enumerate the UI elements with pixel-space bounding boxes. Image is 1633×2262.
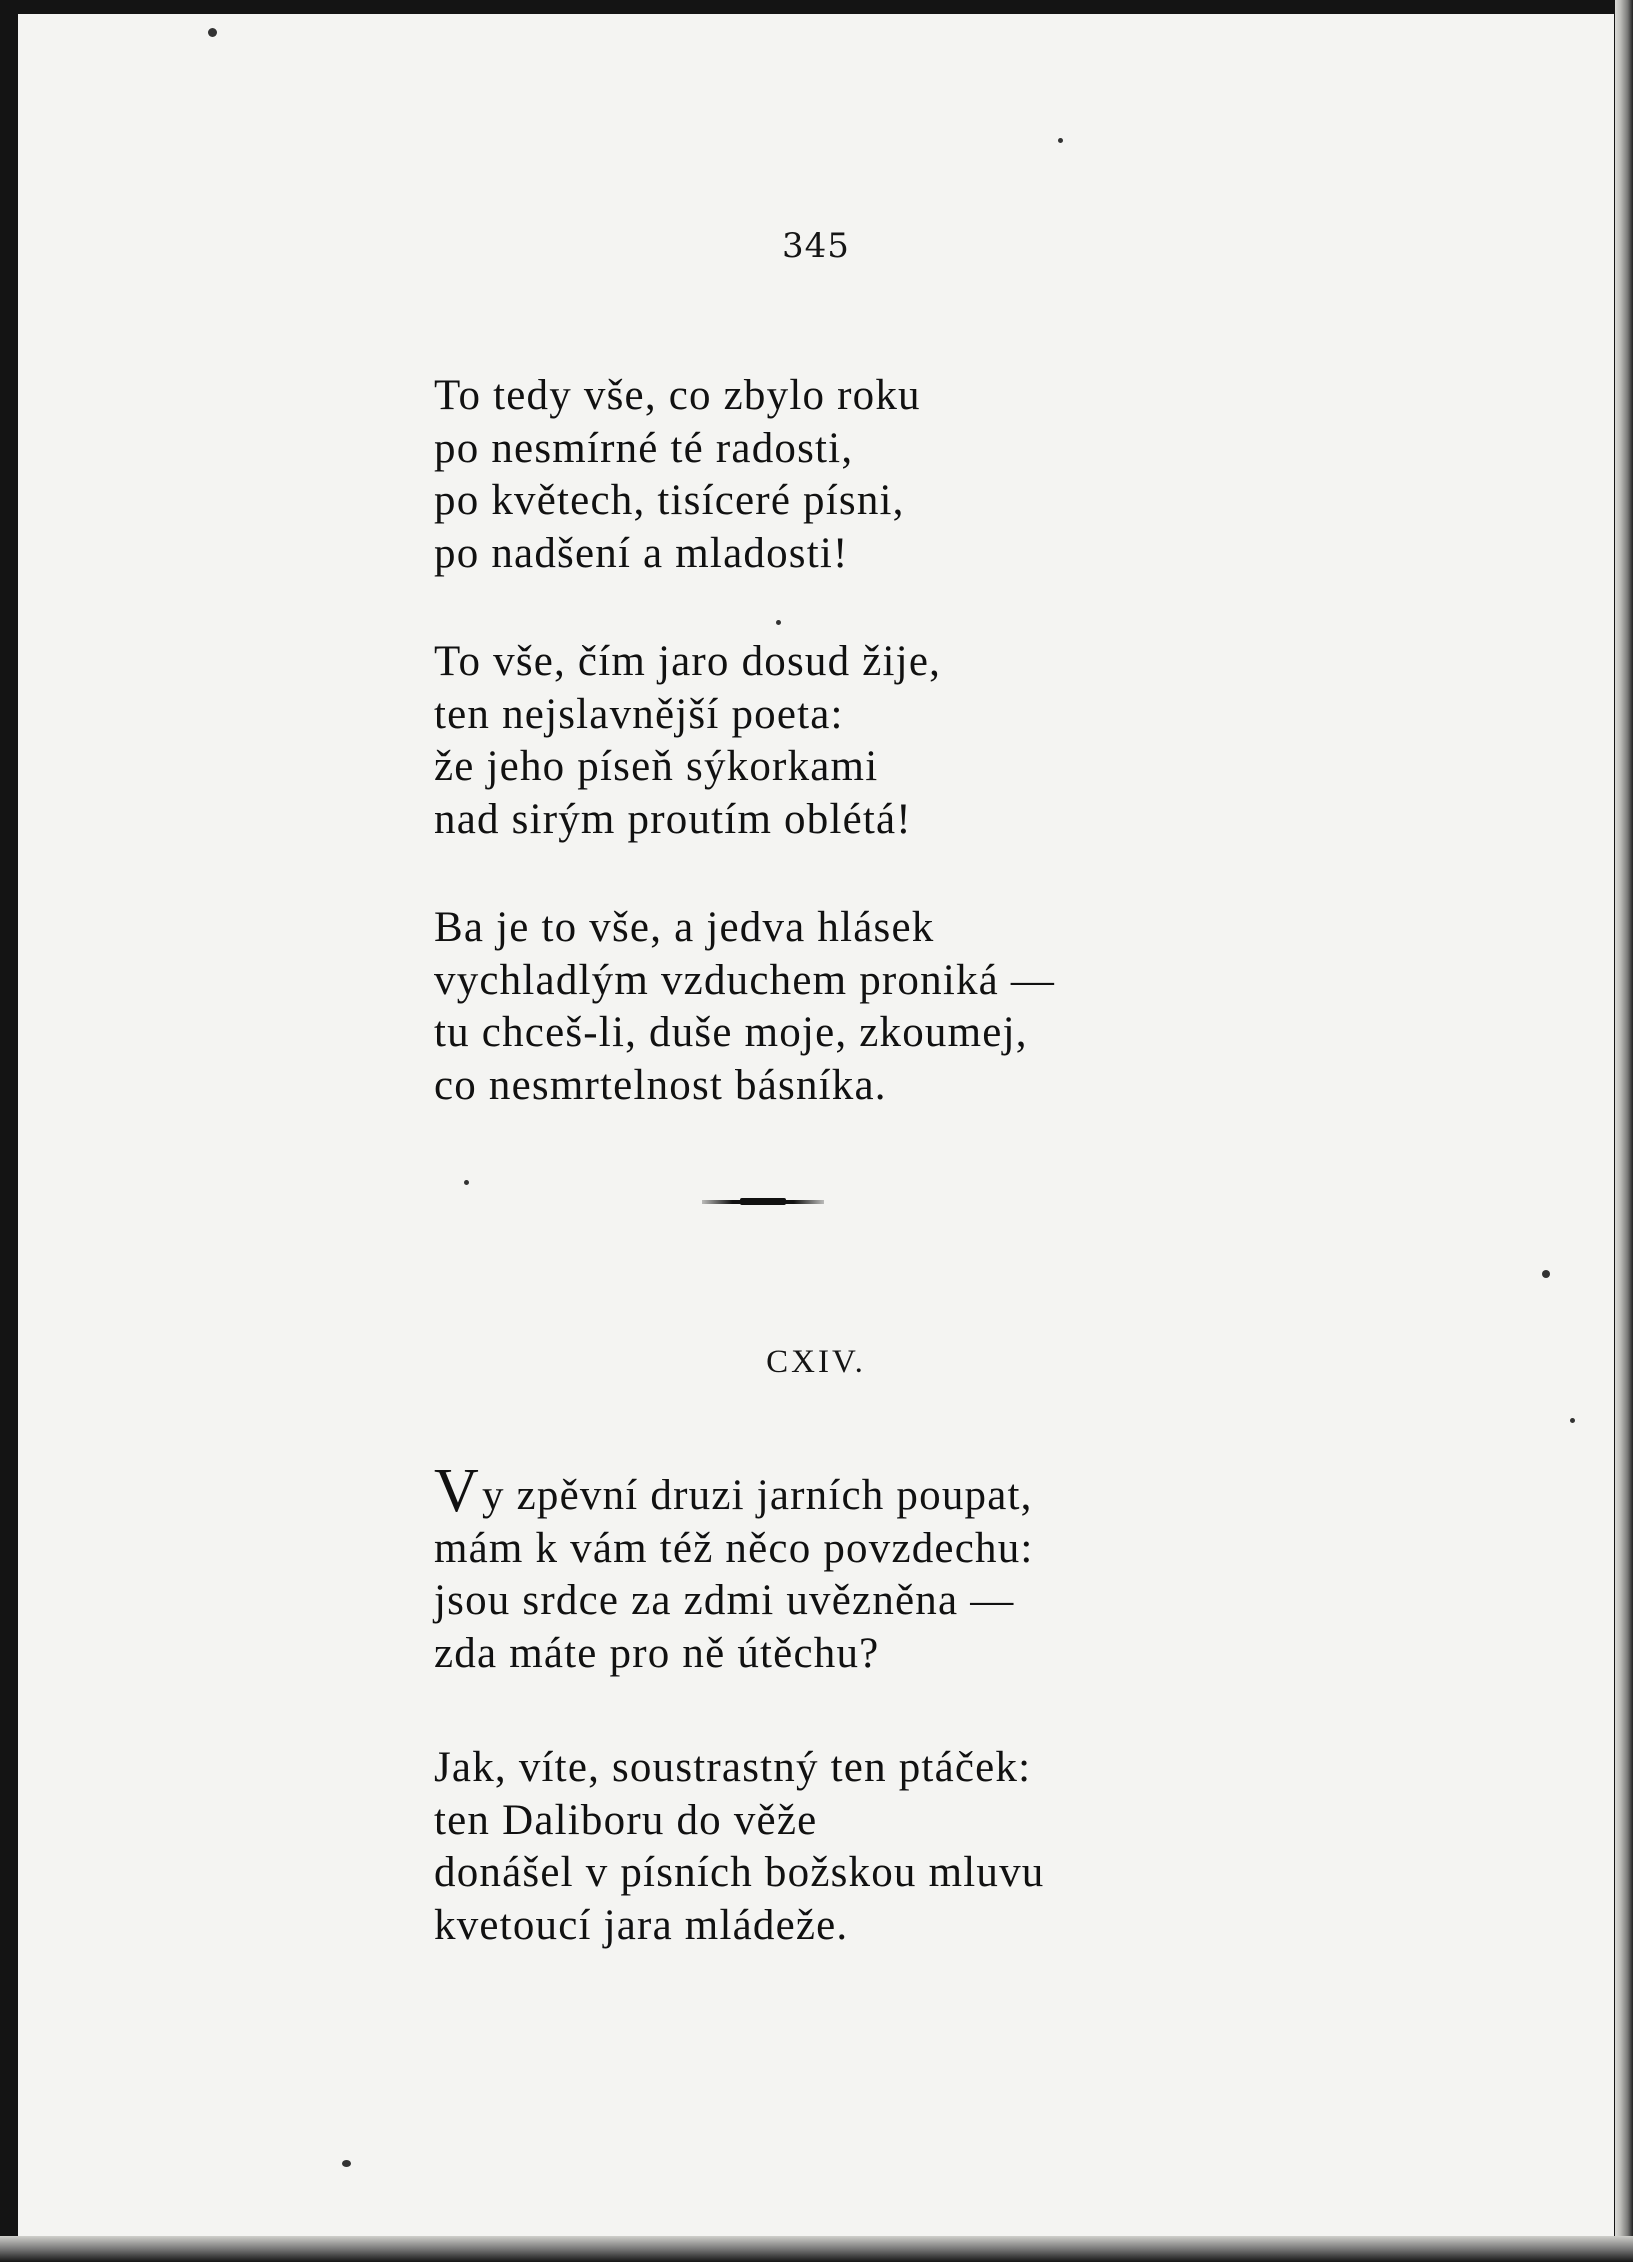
verse-line: co nesmrtelnost básníka. bbox=[434, 1061, 887, 1109]
scan-speck bbox=[208, 28, 217, 37]
stanza-1 bbox=[434, 370, 921, 580]
verse-line: Jak, víte, soustrastný ten ptáček: bbox=[434, 1744, 1032, 1791]
book-page bbox=[18, 14, 1614, 2236]
verse-line: po květech, tisíceré písni, bbox=[434, 477, 905, 524]
verse-line: tu chceš-li, duše moje, zkoumej, bbox=[434, 1009, 1028, 1056]
verse-line: donášel v písních božskou mluvu bbox=[434, 1849, 1045, 1896]
verse-line-with-initial bbox=[434, 1457, 1034, 1525]
verse-line: nad sirým proutím oblétá! bbox=[434, 795, 912, 843]
verse-line-text: y zpěvní druzi jarních poupat, bbox=[481, 1472, 1033, 1519]
verse-line: To tedy vše, co zbylo roku bbox=[434, 372, 921, 419]
stanza-3 bbox=[434, 902, 1055, 1112]
section-heading: CXIV. bbox=[766, 1344, 866, 1380]
verse-line: To vše, čím jaro dosud žije, bbox=[434, 638, 942, 685]
page-number: 345 bbox=[782, 226, 850, 266]
page-bottom-edge-shadow bbox=[0, 2236, 1633, 2262]
verse-line: ten Daliboru do věže bbox=[434, 1796, 818, 1844]
stanza-4 bbox=[434, 1457, 1034, 1680]
scan-speck bbox=[342, 2160, 351, 2167]
scan-speck bbox=[464, 1180, 469, 1185]
scan-speck bbox=[776, 620, 781, 625]
verse-line: Ba je to vše, a jedva hlásek bbox=[434, 904, 935, 951]
verse-line: kvetoucí jara mládeže. bbox=[434, 1901, 849, 1949]
verse-line: vychladlým vzduchem proniká — bbox=[434, 956, 1056, 1004]
verse-line: mám k vám též něco povzdechu: bbox=[434, 1524, 1034, 1572]
scan-speck bbox=[1570, 1418, 1575, 1423]
section-separator-rule bbox=[702, 1200, 824, 1204]
verse-line: po nesmírné té radosti, bbox=[434, 424, 854, 472]
verse-line: zda máte pro ně útěchu? bbox=[434, 1629, 880, 1677]
verse-line: po nadšení a mladosti! bbox=[434, 529, 849, 577]
stanza-2 bbox=[434, 636, 941, 846]
drop-initial: V bbox=[434, 1457, 480, 1525]
stanza-5 bbox=[434, 1742, 1044, 1952]
verse-line: že jeho píseň sýkorkami bbox=[434, 743, 879, 790]
page-right-edge-shadow bbox=[1615, 0, 1633, 2262]
scan-speck bbox=[1058, 138, 1063, 143]
scan-speck bbox=[1542, 1270, 1550, 1278]
verse-line: jsou srdce za zdmi uvězněna — bbox=[434, 1577, 1015, 1624]
verse-line: ten nejslavnější poeta: bbox=[434, 690, 844, 738]
